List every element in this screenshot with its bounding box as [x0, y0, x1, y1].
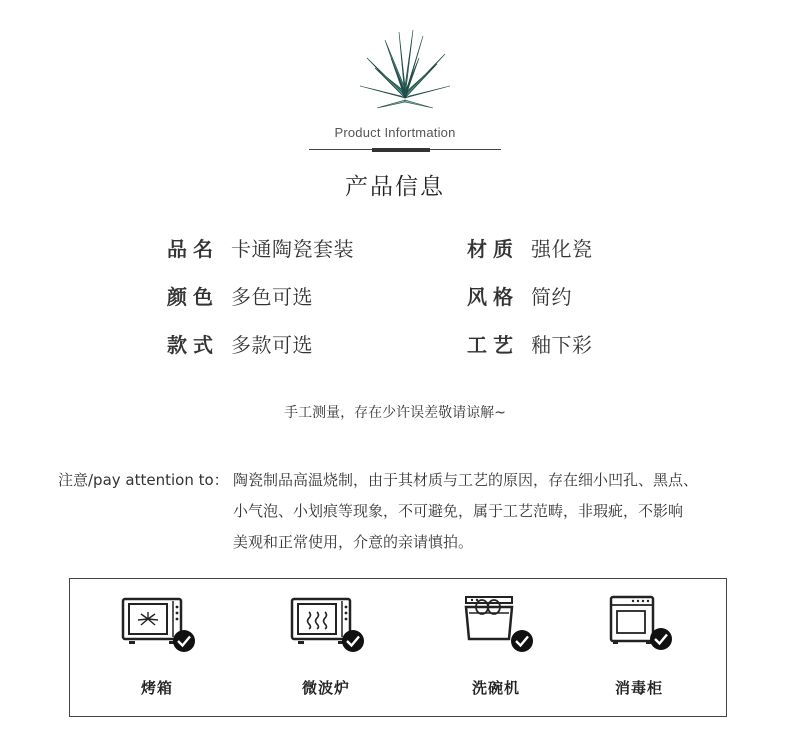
agave-plant-logo: [355, 28, 455, 110]
spec-value: 多款可选: [231, 333, 313, 357]
spec-item-color: [167, 283, 313, 311]
appliance-label: 微波炉: [301, 679, 350, 697]
appliance-oven: [97, 579, 217, 716]
attention-line: 美观和正常使用，介意的亲请慎拍。: [233, 533, 474, 551]
appliance-compatibility-box: [69, 578, 727, 717]
attention-line: 陶瓷制品高温烧制，由于其材质与工艺的原因，存在细小凹孔、黑点、: [233, 471, 699, 489]
microwave-icon: [290, 595, 372, 659]
attention-line: 小气泡、小划痕等现象，不可避免，属于工艺范畴，非瑕疵，不影响: [233, 502, 684, 520]
spec-item-craft: [467, 331, 593, 359]
dishwasher-icon: [460, 595, 542, 659]
appliance-label: 烤箱: [140, 679, 173, 697]
spec-value: 卡通陶瓷套装: [231, 237, 354, 261]
spec-label: 款式: [167, 333, 219, 357]
section-subtitle: Product Infortmation: [334, 125, 456, 140]
appliance-dishwasher: [436, 579, 556, 716]
attention-lead: 注意/pay attention to：: [58, 471, 229, 489]
spec-item-material: [467, 235, 593, 263]
spec-label: 风格: [467, 285, 519, 309]
spec-label: 品名: [167, 237, 219, 261]
spec-label: 工艺: [467, 333, 519, 357]
spec-value: 釉下彩: [531, 333, 593, 357]
spec-value: 简约: [531, 285, 572, 309]
spec-label: 材质: [467, 237, 519, 261]
oven-icon: [121, 595, 203, 659]
spec-value: 强化瓷: [531, 237, 593, 261]
spec-label: 颜色: [167, 285, 219, 309]
heading-rule-accent: [372, 148, 430, 152]
appliance-microwave: [266, 579, 386, 716]
sterilizer-cabinet-icon: [603, 595, 685, 659]
spec-item-name: [167, 235, 354, 263]
appliance-label: 消毒柜: [614, 679, 663, 697]
spec-item-style: [467, 283, 572, 311]
measurement-note: 手工测量，存在少许误差敬请谅解~: [284, 405, 506, 421]
appliance-sterilizer: [579, 579, 699, 716]
spec-item-model: [167, 331, 313, 359]
spec-value: 多色可选: [231, 285, 313, 309]
appliance-label: 洗碗机: [471, 679, 520, 697]
section-title: 产品信息: [345, 174, 445, 200]
